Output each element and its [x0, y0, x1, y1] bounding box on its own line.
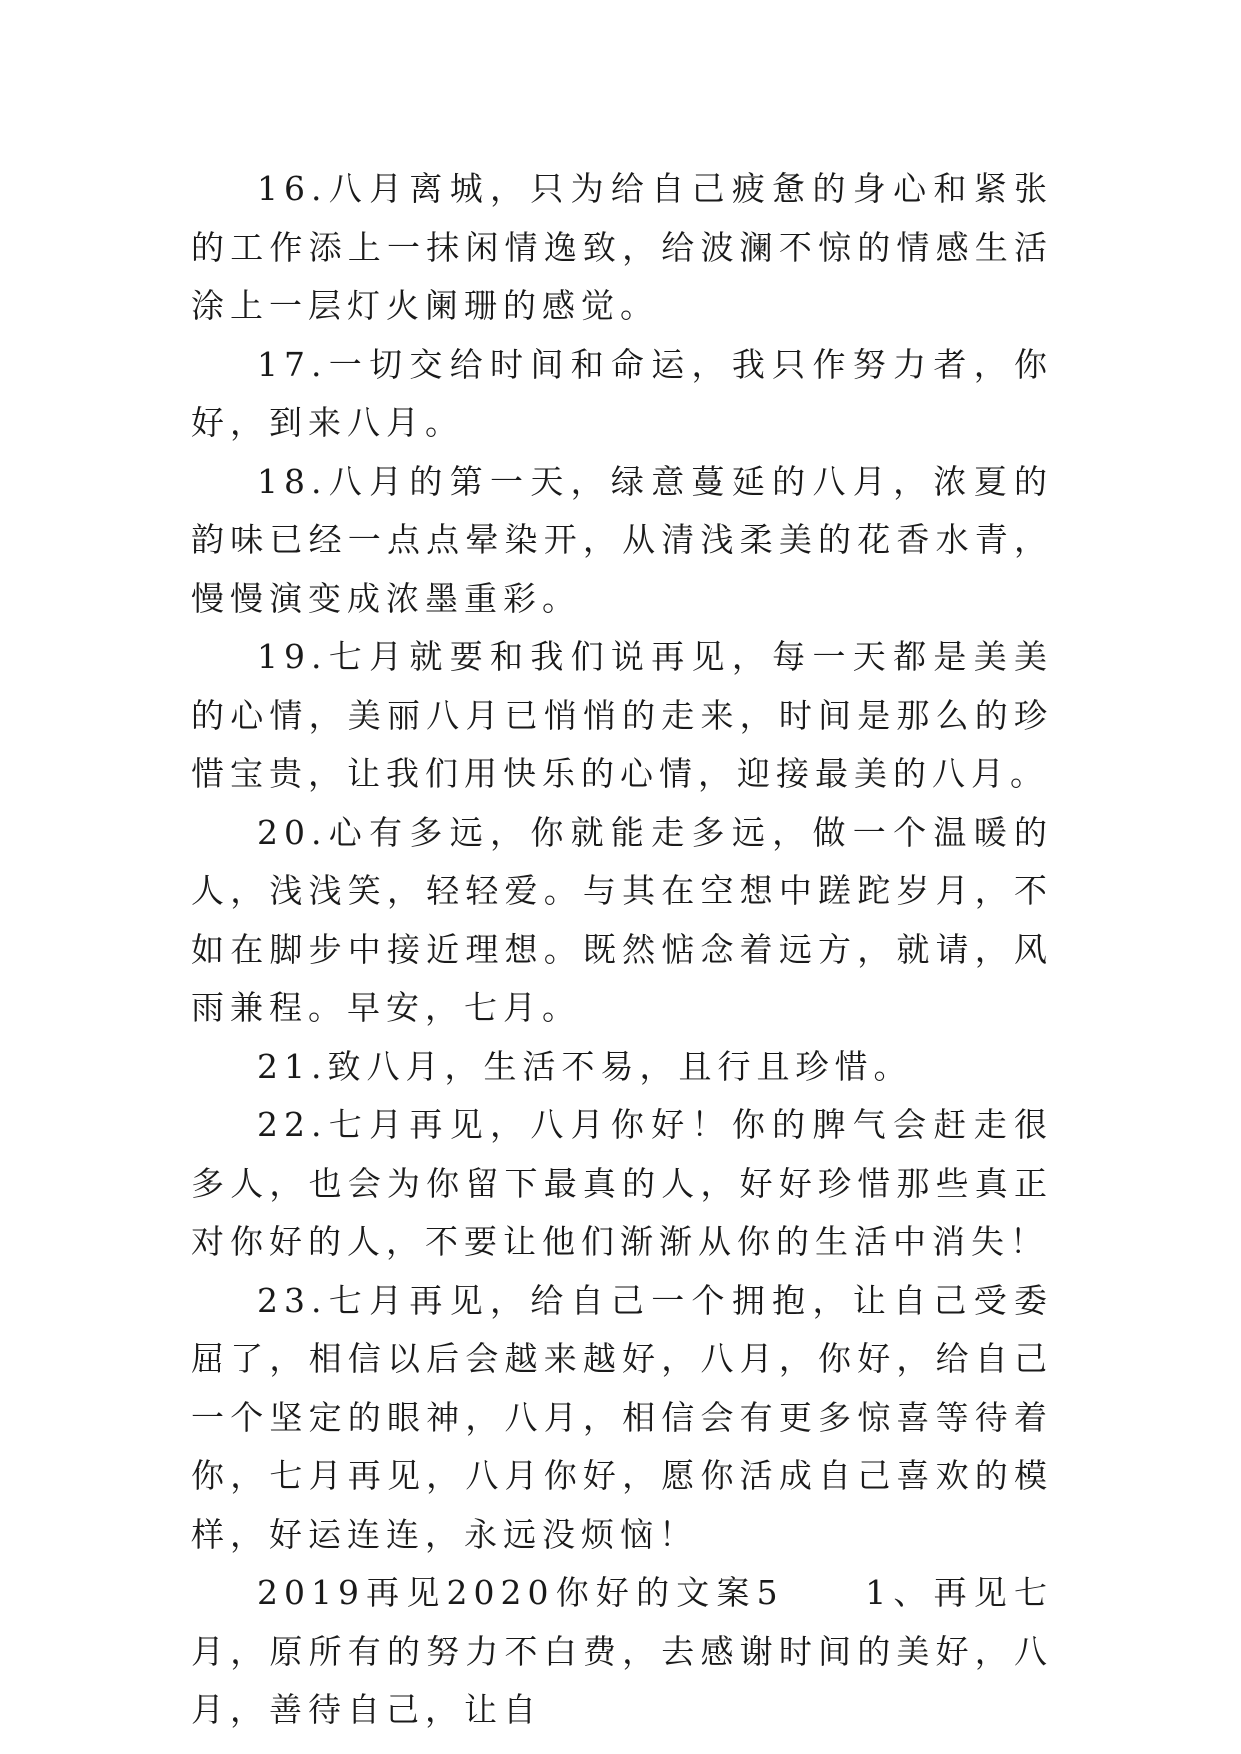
- paragraph-22: 22.七月再见，八月你好！你的脾气会赶走很多人，也会为你留下最真的人，好好珍惜那些真正对你好的人，不要让他们渐渐从你的生活中消失！: [191, 1105, 1053, 1261]
- document-body: [191, 160, 1053, 1740]
- paragraph-17: 17.一切交给时间和命运，我只作努力者，你好，到来八月。: [191, 344, 1053, 442]
- paragraph-20: 20.心有多远，你就能走多远，做一个温暖的人，浅浅笑，轻轻爱。与其在空想中蹉跎岁月，不如在脚步中接近理想。既然惦念着远方，就请，风雨兼程。早安，七月。: [191, 812, 1053, 1027]
- paragraph-19: 19.七月就要和我们说再见，每一天都是美美的心情，美丽八月已悄悄的走来，时间是那么的珍惜宝贵，让我们用快乐的心情，迎接最美的八月。: [191, 637, 1053, 793]
- paragraph-18: 18.八月的第一天，绿意蔓延的八月，浓夏的韵味已经一点点晕染开，从清浅柔美的花香水青，慢慢演变成浓墨重彩。: [191, 461, 1053, 618]
- paragraph-21: 21.致八月，生活不易，且行且珍惜。: [257, 1046, 913, 1086]
- paragraph-section-5: 2019再见2020你好的文案5 1、再见七月，原所有的努力不白费，去感谢时间的美好，八月，善待自己，让自: [191, 1573, 1053, 1729]
- paragraph-16: 16.八月离城，只为给自己疲惫的身心和紧张的工作添上一抹闲情逸致，给波澜不惊的情感生活涂上一层灯火阑珊的感觉。: [191, 169, 1053, 325]
- paragraph-23: 23.七月再见，给自己一个拥抱，让自己受委屈了，相信以后会越来越好，八月，你好，给自己一个坚定的眼神，八月，相信会有更多惊喜等待着你，七月再见，八月你好，愿你活成自己喜欢的模样，好运连连，永远没烦恼！: [191, 1280, 1053, 1554]
